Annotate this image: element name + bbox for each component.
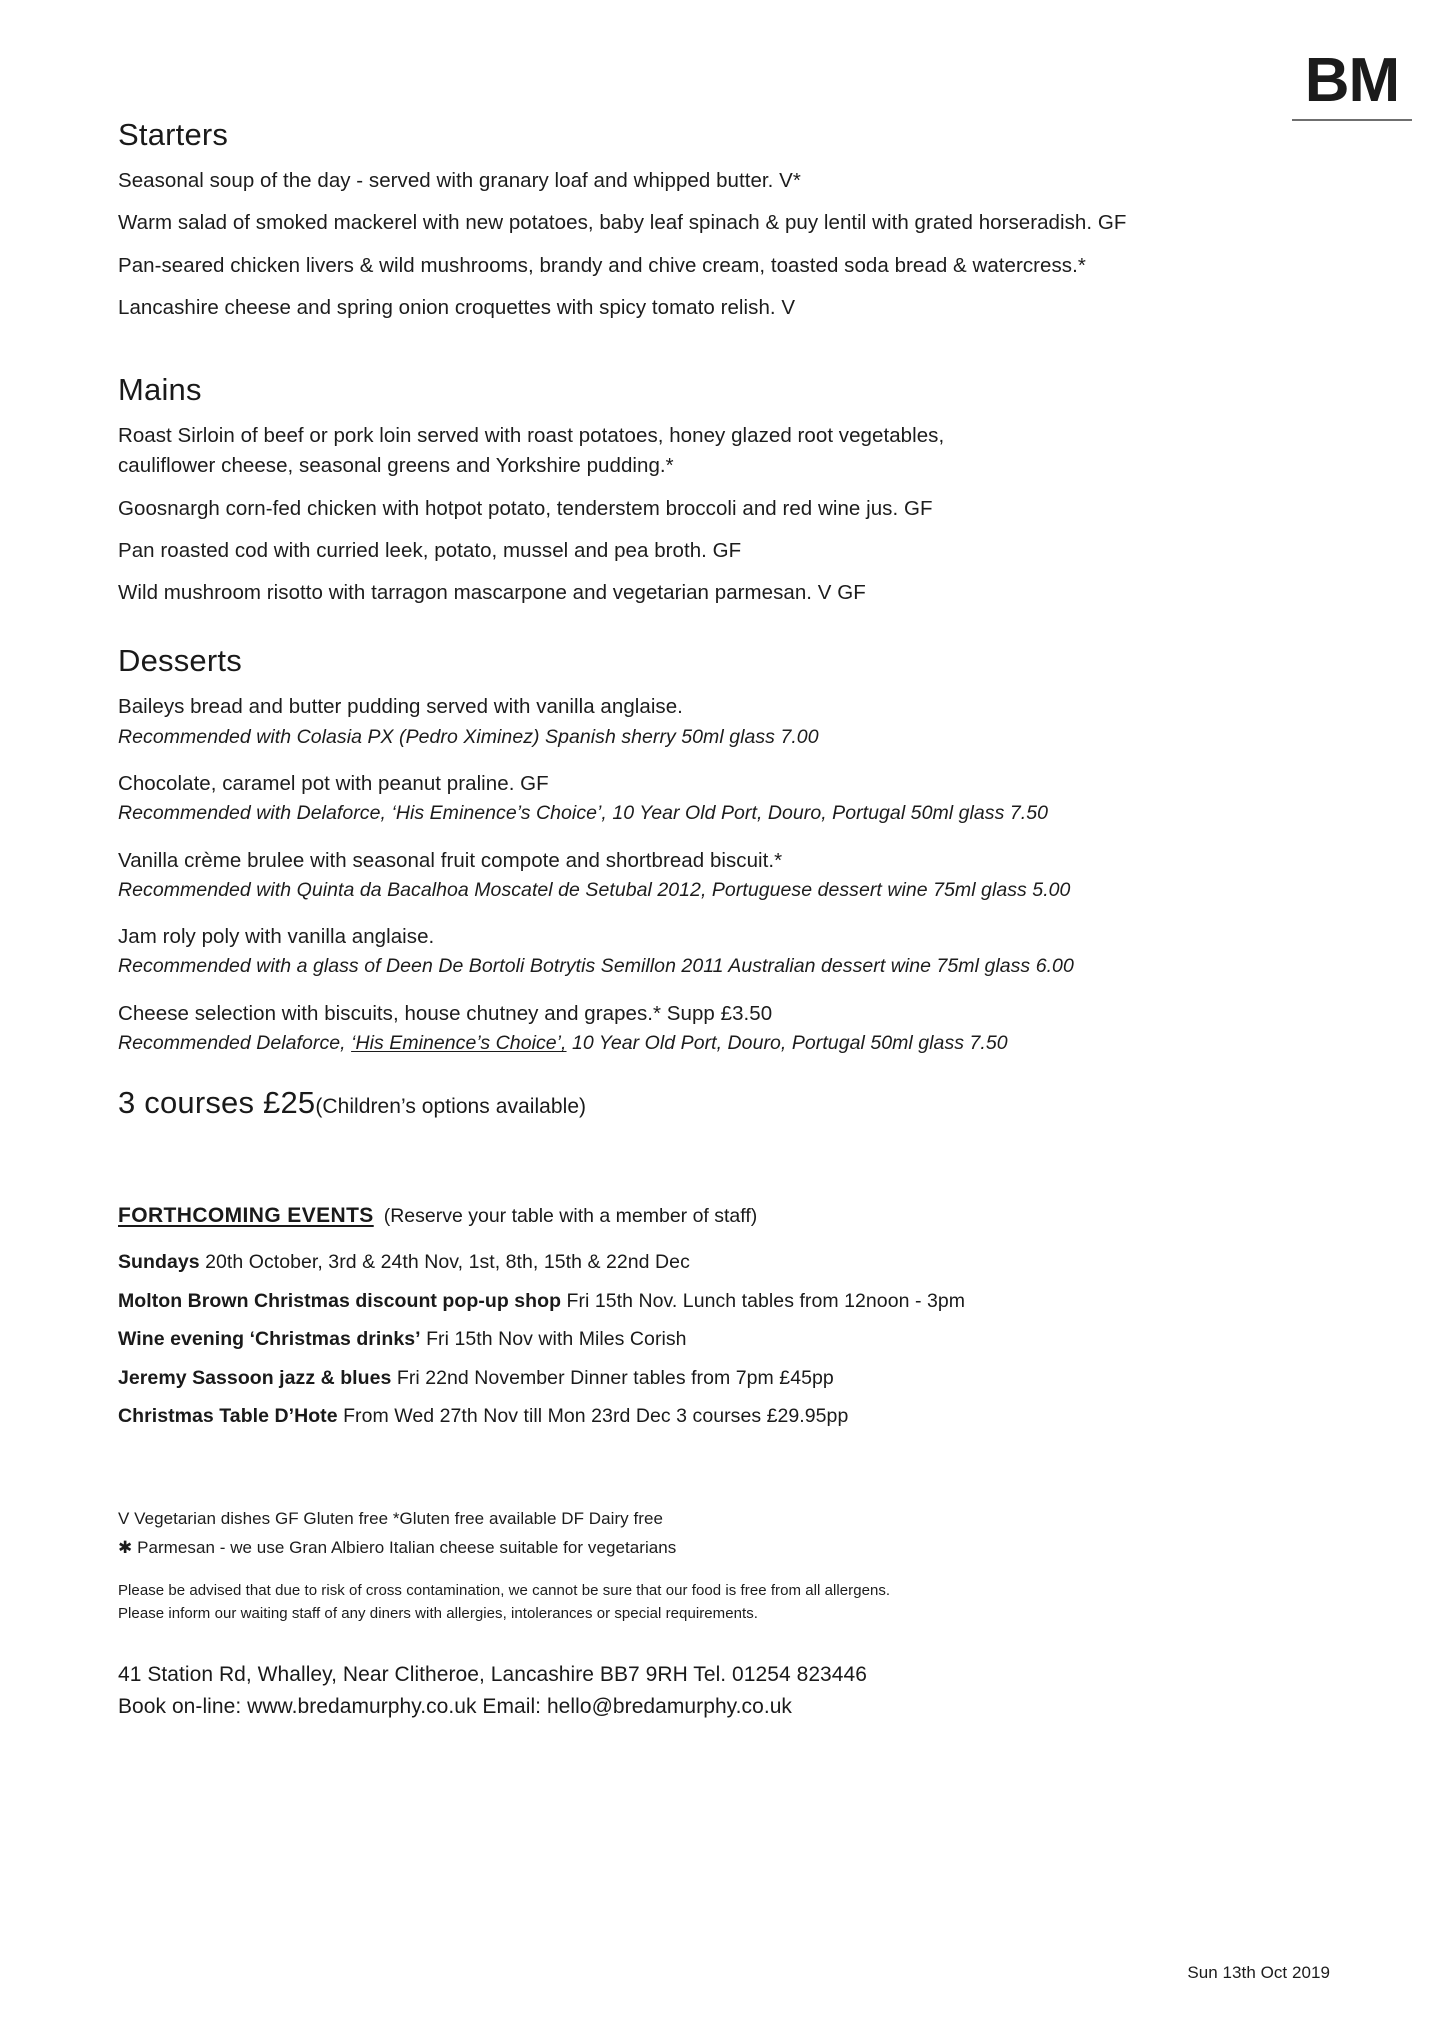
event-name: Jeremy Sassoon jazz & blues: [118, 1366, 392, 1389]
event-detail: From Wed 27th Nov till Mon 23rd Dec 3 courses £29.95pp: [343, 1404, 849, 1427]
event-detail: 20th October, 3rd & 24th Nov, 1st, 8th, 15th & 22nd Dec: [205, 1251, 690, 1274]
event-row: [118, 1250, 1368, 1275]
events-heading: FORTHCOMING EVENTS: [118, 1204, 374, 1228]
main-item: Goosnargh corn-fed chicken with hotpot potato, tenderstem broccoli and red wine jus. GF: [118, 496, 933, 520]
dessert-pairing: [118, 1031, 1368, 1055]
logo-monogram: BM: [1304, 46, 1400, 115]
allergen-line: Please be advised that due to risk of cross contamination, we cannot be sure that our food is free from all allergens.: [118, 1582, 891, 1600]
event-name: Christmas Table D’Hote: [118, 1404, 338, 1427]
events-subheading: (Reserve your table with a member of staff): [383, 1205, 758, 1228]
dessert-item: Baileys bread and butter pudding served with vanilla anglaise.: [118, 695, 683, 719]
menu-content: [118, 118, 1368, 1722]
section-title-mains: Mains: [118, 372, 202, 408]
event-detail: Fri 15th Nov. Lunch tables from 12noon - 3pm: [566, 1289, 966, 1312]
footnotes-section: [118, 1507, 1368, 1625]
contact-address: 41 Station Rd, Whalley, Near Clitheroe, Lancashire BB7 9RH Tel. 01254 823446: [118, 1663, 867, 1687]
price-note: (Children’s options available): [315, 1095, 587, 1119]
section-title-starters: Starters: [118, 117, 229, 152]
pairing-suffix: 10 Year Old Port, Douro, Portugal 50ml glass 7.50: [566, 1032, 1008, 1055]
starter-item: Lancashire cheese and spring onion croquettes with spicy tomato relish. V: [118, 295, 796, 319]
price-value: 3 courses £25: [118, 1085, 316, 1121]
dessert-pairing: Recommended with Delaforce, ‘His Eminence’s Choice’, 10 Year Old Port, Douro, Portugal 50ml glass 7.50: [118, 802, 1048, 825]
event-detail: Fri 22nd November Dinner tables from 7pm £45pp: [396, 1366, 834, 1389]
event-row: [118, 1404, 1368, 1429]
event-row: [118, 1327, 1368, 1352]
dietary-key: V Vegetarian dishes GF Gluten free *Gluten free available DF Dairy free: [118, 1509, 663, 1529]
starter-item: Seasonal soup of the day - served with granary loaf and whipped butter. V*: [118, 169, 801, 193]
dessert-pairing: Recommended with Colasia PX (Pedro Ximinez) Spanish sherry 50ml glass 7.00: [118, 725, 819, 748]
event-name: Sundays: [118, 1251, 200, 1274]
main-item-continuation: cauliflower cheese, seasonal greens and Yorkshire pudding.*: [118, 454, 674, 478]
starter-item: Warm salad of smoked mackerel with new potatoes, baby leaf spinach & puy lentil with grated horseradish. GF: [118, 211, 1127, 235]
events-heading-row: [118, 1203, 1368, 1228]
pairing-underlined-text: ‘His Eminence’s Choice’,: [351, 1032, 567, 1055]
allergen-line: Please inform our waiting staff of any diners with allergies, intolerances or special requirements.: [118, 1604, 758, 1622]
parmesan-note: ✱ Parmesan - we use Gran Albiero Italian cheese suitable for vegetarians: [118, 1537, 677, 1557]
dessert-item: Cheese selection with biscuits, house chutney and grapes.* Supp £3.50: [118, 1001, 773, 1025]
allergen-notice: [118, 1580, 1368, 1625]
main-item: Wild mushroom risotto with tarragon mascarpone and vegetarian parmesan. V GF: [118, 581, 866, 605]
event-name: Molton Brown Christmas discount pop-up shop: [118, 1289, 562, 1312]
main-item: Roast Sirloin of beef or pork loin served with roast potatoes, honey glazed root vegetables,: [118, 424, 945, 448]
event-row: [118, 1289, 1368, 1314]
contact-online: Book on-line: www.bredamurphy.co.uk Email: hello@bredamurphy.co.uk: [118, 1694, 792, 1718]
price-summary: [118, 1085, 1368, 1121]
forthcoming-events-section: [118, 1203, 1368, 1429]
pairing-prefix: Recommended Delaforce,: [118, 1032, 352, 1055]
event-row: [118, 1366, 1368, 1391]
main-item: Pan roasted cod with curried leek, potato, mussel and pea broth. GF: [118, 538, 742, 562]
brand-logo: [1292, 46, 1412, 121]
document-date: Sun 13th Oct 2019: [1187, 1963, 1330, 1982]
dessert-pairing: Recommended with a glass of Deen De Bortoli Botrytis Semillon 2011 Australian dessert wine 75ml glass 6.00: [118, 955, 1074, 978]
dessert-item: Jam roly poly with vanilla anglaise.: [118, 925, 435, 949]
section-title-desserts: Desserts: [118, 643, 242, 679]
section-spacer: [118, 337, 1368, 373]
dessert-item: Chocolate, caramel pot with peanut praline. GF: [118, 772, 549, 795]
starter-item: Pan-seared chicken livers & wild mushrooms, brandy and chive cream, toasted soda bread & watercress.*: [118, 253, 1086, 277]
event-name: Wine evening ‘Christmas drinks’: [118, 1328, 421, 1351]
dessert-item: Vanilla crème brulee with seasonal fruit compote and shortbread biscuit.*: [118, 848, 783, 872]
section-spacer: [118, 622, 1368, 644]
dessert-pairing: Recommended with Quinta da Bacalhoa Moscatel de Setubal 2012, Portuguese dessert wine 75ml glass 5.00: [118, 878, 1071, 901]
contact-section: [118, 1659, 1368, 1722]
event-detail: Fri 15th Nov with Miles Corish: [426, 1328, 687, 1351]
